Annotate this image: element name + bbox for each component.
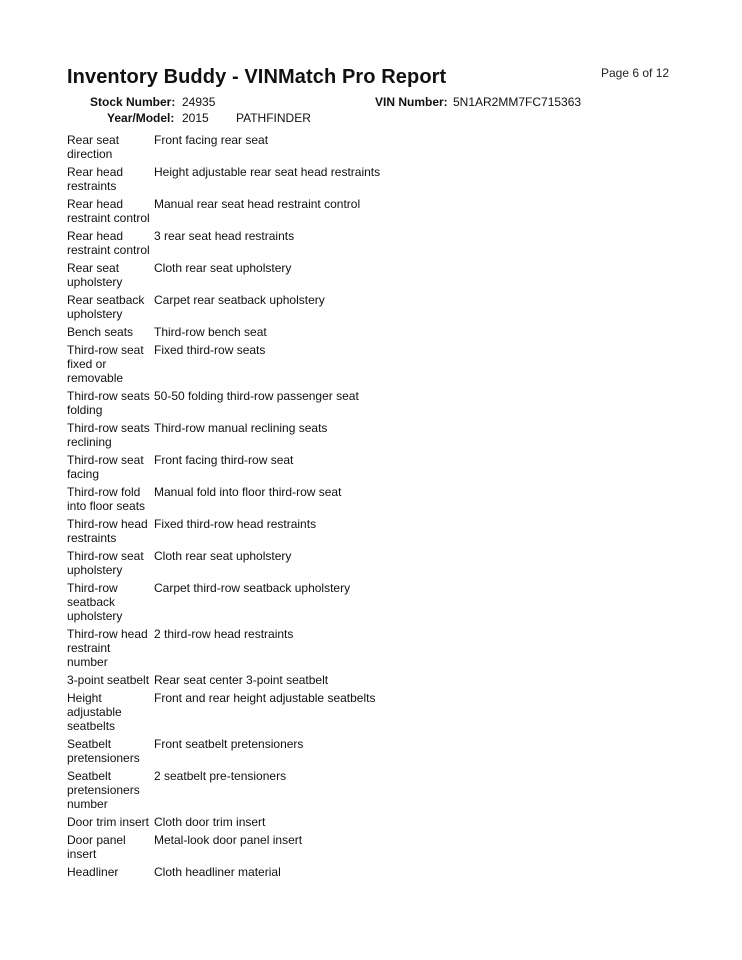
spec-value: Cloth door trim insert bbox=[154, 815, 266, 829]
spec-row bbox=[67, 517, 687, 545]
spec-value: Cloth headliner material bbox=[154, 865, 281, 879]
spec-label: Third-row seats reclining bbox=[67, 421, 150, 449]
spec-row bbox=[67, 453, 687, 481]
vin-number-label: VIN Number: bbox=[375, 95, 448, 109]
spec-row bbox=[67, 627, 687, 669]
spec-value: Front and rear height adjustable seatbelts bbox=[154, 691, 376, 705]
spec-label: Third-row head restraints bbox=[67, 517, 148, 545]
spec-list bbox=[67, 133, 687, 883]
spec-value: 2 seatbelt pre-tensioners bbox=[154, 769, 287, 783]
spec-value: 3 rear seat head restraints bbox=[154, 229, 295, 243]
spec-label: Third-row seat upholstery bbox=[67, 549, 144, 577]
spec-label: Rear head restraint control bbox=[67, 229, 150, 257]
spec-row bbox=[67, 261, 687, 289]
spec-label: Door panel insert bbox=[67, 833, 126, 861]
spec-label: Rear head restraint control bbox=[67, 197, 150, 225]
spec-label: Rear seat upholstery bbox=[67, 261, 123, 289]
spec-value: Carpet rear seatback upholstery bbox=[154, 293, 325, 307]
report-title: Inventory Buddy - VINMatch Pro Report bbox=[67, 66, 447, 88]
spec-label: Third-row seat facing bbox=[67, 453, 144, 481]
spec-row bbox=[67, 197, 687, 225]
spec-label: Bench seats bbox=[67, 325, 134, 339]
vin-number-value: 5N1AR2MM7FC715363 bbox=[453, 95, 582, 109]
spec-value: Cloth rear seat upholstery bbox=[154, 549, 292, 563]
spec-value: Front seatbelt pretensioners bbox=[154, 737, 304, 751]
spec-row bbox=[67, 229, 687, 257]
spec-value: 50-50 folding third-row passenger seat bbox=[154, 389, 359, 403]
spec-label: Third-row seat fixed or removable bbox=[67, 343, 144, 385]
spec-value: Fixed third-row seats bbox=[154, 343, 266, 357]
model-value: PATHFINDER bbox=[236, 111, 311, 125]
spec-row bbox=[67, 865, 687, 879]
spec-value: Metal-look door panel insert bbox=[154, 833, 303, 847]
spec-row bbox=[67, 343, 687, 385]
stock-number-label: Stock Number: bbox=[90, 95, 176, 109]
spec-row bbox=[67, 485, 687, 513]
spec-label: Seatbelt pretensioners number bbox=[67, 769, 140, 811]
spec-row bbox=[67, 673, 687, 687]
spec-row bbox=[67, 815, 687, 829]
spec-label: Third-row seats folding bbox=[67, 389, 150, 417]
spec-label: Third-row head restraint number bbox=[67, 627, 148, 669]
spec-label: Height adjustable seatbelts bbox=[67, 691, 122, 733]
spec-value: Cloth rear seat upholstery bbox=[154, 261, 292, 275]
spec-value: Height adjustable rear seat head restraints bbox=[154, 165, 381, 179]
spec-row bbox=[67, 737, 687, 765]
spec-row bbox=[67, 769, 687, 811]
spec-label: Rear seat direction bbox=[67, 133, 120, 161]
year-value: 2015 bbox=[182, 111, 209, 125]
spec-label: Rear seatback upholstery bbox=[67, 293, 145, 321]
spec-row bbox=[67, 133, 687, 161]
spec-row bbox=[67, 325, 687, 339]
spec-label: Third-row seatback upholstery bbox=[67, 581, 123, 623]
spec-value: Third-row bench seat bbox=[154, 325, 267, 339]
spec-row bbox=[67, 421, 687, 449]
spec-value: Front facing third-row seat bbox=[154, 453, 294, 467]
spec-label: Third-row fold into floor seats bbox=[67, 485, 146, 513]
spec-value: Front facing rear seat bbox=[154, 133, 269, 147]
spec-row bbox=[67, 691, 687, 733]
spec-value: Manual fold into floor third-row seat bbox=[154, 485, 342, 499]
spec-row bbox=[67, 581, 687, 623]
spec-value: Manual rear seat head restraint control bbox=[154, 197, 361, 211]
year-model-label: Year/Model: bbox=[107, 111, 175, 125]
spec-value: 2 third-row head restraints bbox=[154, 627, 294, 641]
spec-value: Fixed third-row head restraints bbox=[154, 517, 317, 531]
spec-value: Third-row manual reclining seats bbox=[154, 421, 328, 435]
spec-row bbox=[67, 389, 687, 417]
spec-row bbox=[67, 165, 687, 193]
page-number: Page 6 of 12 bbox=[601, 66, 670, 80]
spec-label: Seatbelt pretensioners bbox=[67, 737, 140, 765]
spec-value: Rear seat center 3-point seatbelt bbox=[154, 673, 329, 687]
spec-row bbox=[67, 549, 687, 577]
spec-label: Rear head restraints bbox=[67, 165, 124, 193]
spec-row bbox=[67, 293, 687, 321]
spec-value: Carpet third-row seatback upholstery bbox=[154, 581, 351, 595]
spec-row bbox=[67, 833, 687, 861]
spec-label: Door trim insert bbox=[67, 815, 150, 829]
spec-label: 3-point seatbelt bbox=[67, 673, 150, 687]
spec-label: Headliner bbox=[67, 865, 119, 879]
stock-number-value: 24935 bbox=[182, 95, 216, 109]
